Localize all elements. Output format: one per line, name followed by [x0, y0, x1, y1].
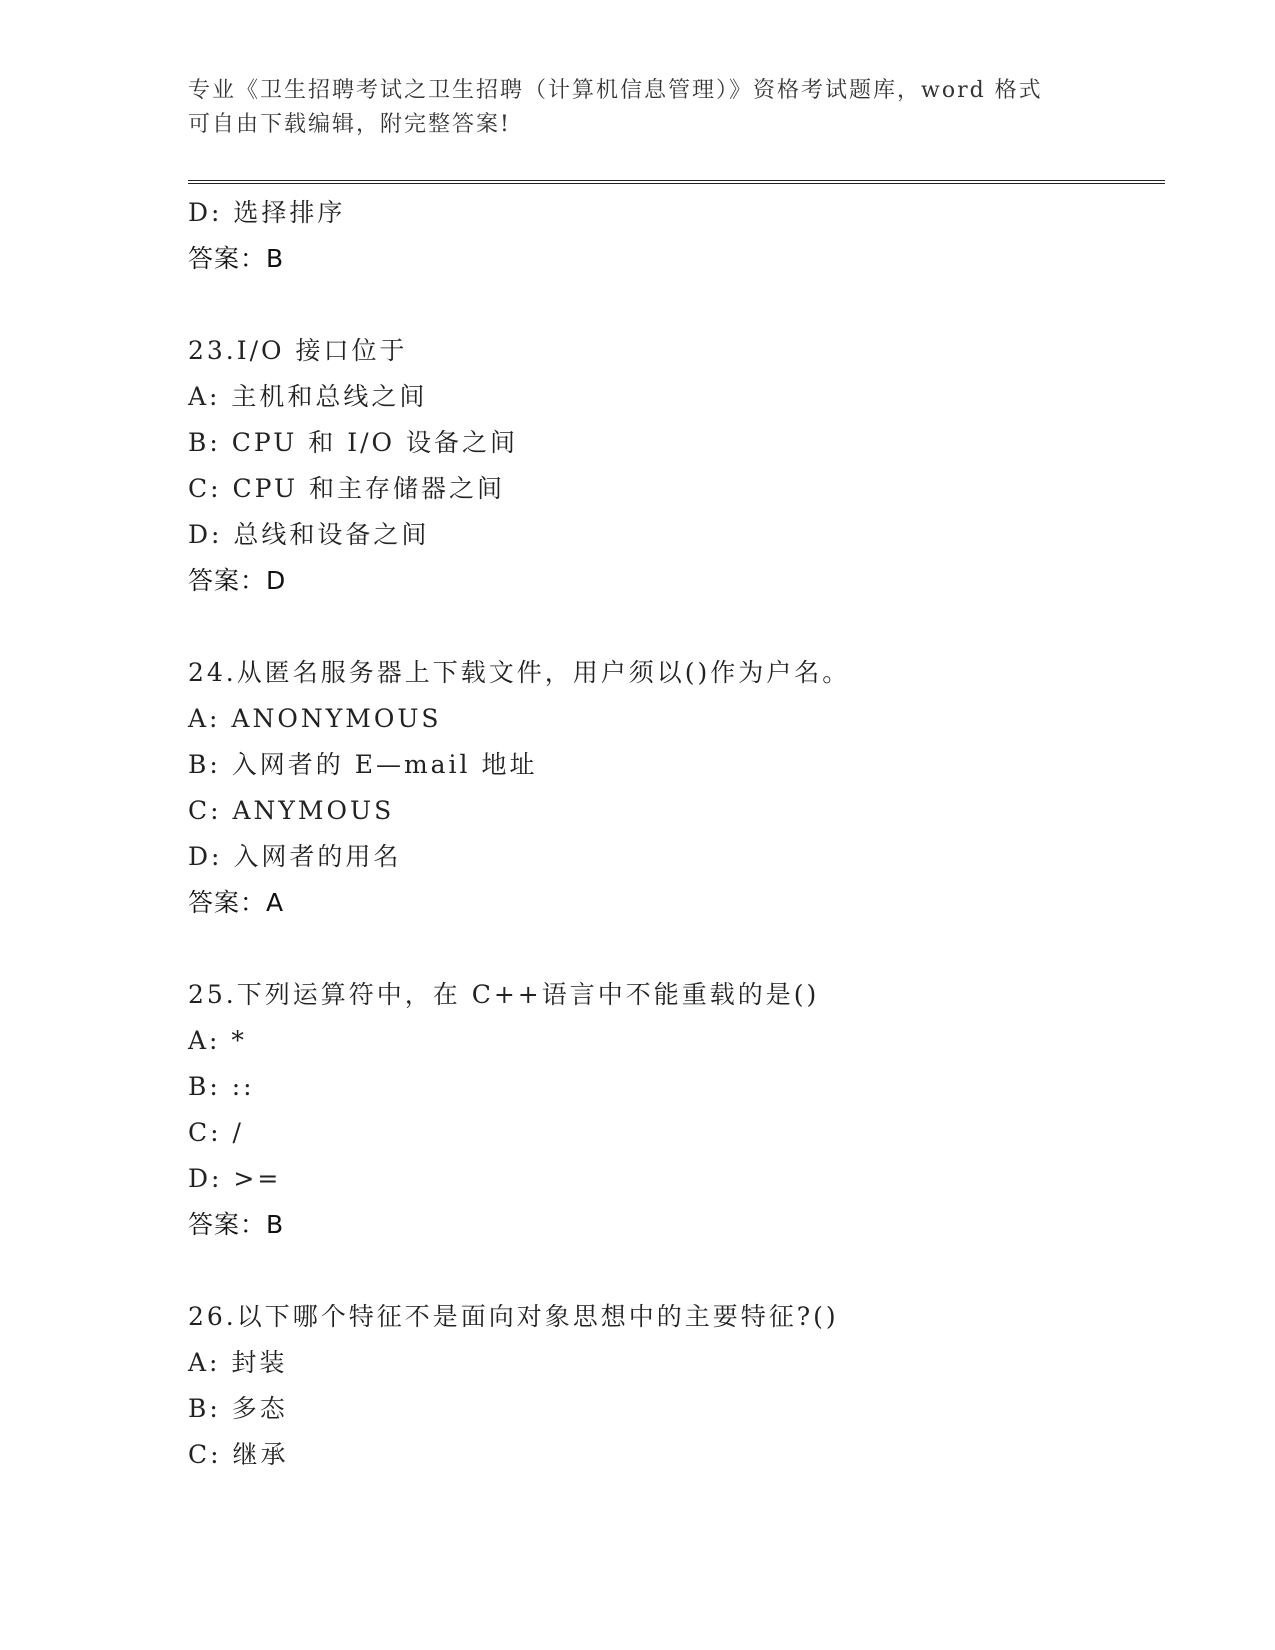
option-d: D: >= [188, 1164, 282, 1193]
answer-line: 答案：A [188, 888, 285, 917]
answer-line: 答案：D [188, 566, 287, 595]
option-a: A: * [188, 1026, 247, 1055]
option-a: A: 封装 [188, 1348, 288, 1377]
option-c: C: / [188, 1118, 244, 1147]
question-block-26 [188, 1294, 1168, 1478]
option-b: B: 入网者的 E—mail 地址 [188, 750, 538, 779]
question-block-25 [188, 972, 1168, 1248]
question-text: 25.下列运算符中，在 C++语言中不能重载的是() [188, 980, 820, 1009]
answer-line: 答案：B [188, 244, 285, 273]
question-text: 26.以下哪个特征不是面向对象思想中的主要特征?() [188, 1302, 839, 1331]
header-line-2: 可自由下载编辑，附完整答案! [188, 112, 511, 137]
option-c: C: ANYMOUS [188, 796, 395, 825]
option-d: D: 入网者的用名 [188, 842, 402, 871]
header-double-rule [188, 180, 1165, 184]
answer-line: 答案：B [188, 1210, 285, 1239]
option-a: A: ANONYMOUS [188, 704, 442, 733]
question-block-24 [188, 650, 1168, 926]
option-b: B: 多态 [188, 1394, 288, 1423]
option-c: C: CPU 和主存储器之间 [188, 474, 506, 503]
option-d: D: 选择排序 [188, 198, 346, 227]
option-b: B: :: [188, 1072, 255, 1101]
question-text: 23.I/O 接口位于 [188, 336, 408, 365]
option-d: D: 总线和设备之间 [188, 520, 430, 549]
question-text: 24.从匿名服务器上下载文件，用户须以()作为户名。 [188, 658, 851, 687]
header-line-1: 专业《卫生招聘考试之卫生招聘（计算机信息管理）》资格考试题库，word 格式 [188, 78, 1043, 103]
question-list [188, 190, 1168, 1478]
option-c: C: 继承 [188, 1440, 289, 1469]
question-block-22 [188, 190, 1168, 282]
page-header [188, 74, 1088, 142]
option-b: B: CPU 和 I/O 设备之间 [188, 428, 518, 457]
question-block-23 [188, 328, 1168, 604]
option-a: A: 主机和总线之间 [188, 382, 428, 411]
